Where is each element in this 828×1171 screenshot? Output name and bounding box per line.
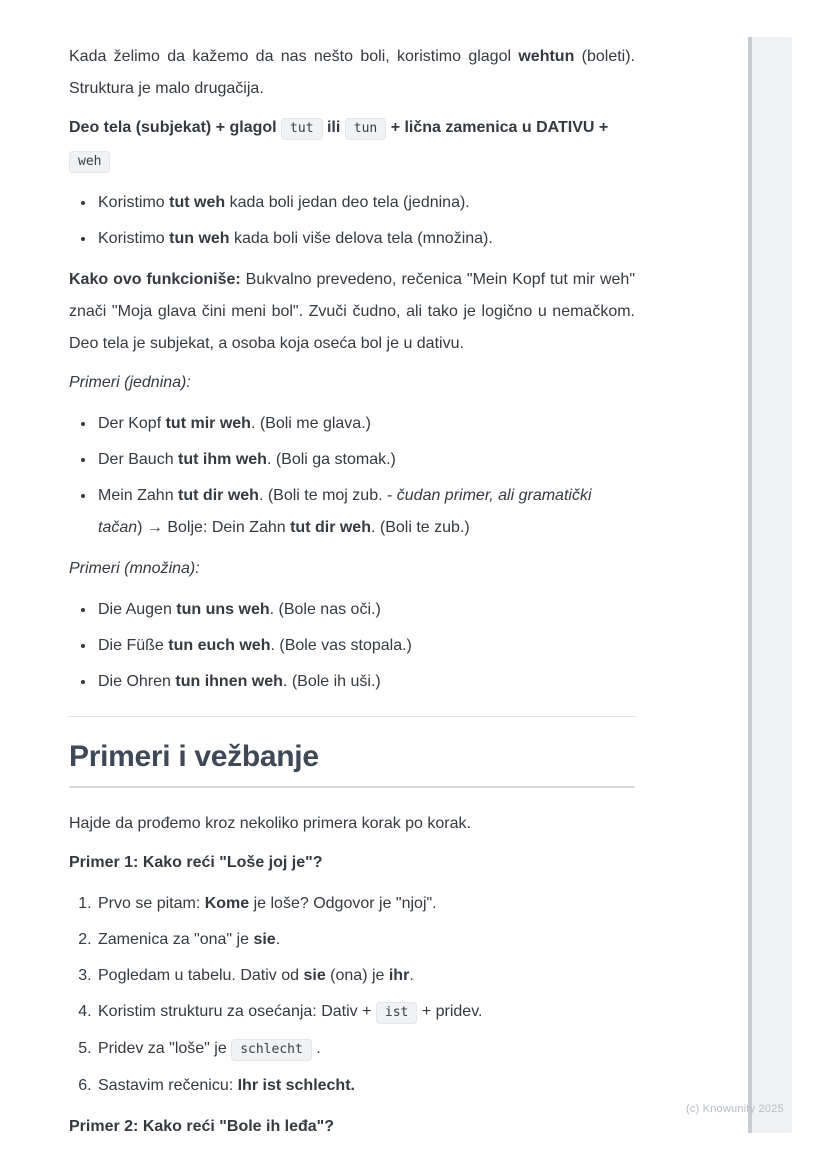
section-intro [69,808,635,840]
italic-text: Primeri (jednina): [69,374,191,391]
section-heading [69,739,635,788]
text-run: (ona) je [325,967,389,984]
text-run: (boleti). Struktura je malo drugačija. [69,48,636,97]
bold-text: tun weh [169,230,230,247]
bold-text: Deo tela (subjekat) + glagol [69,119,282,136]
bold-text: sie [303,967,326,984]
bold-text: tut ihm weh [178,451,267,468]
text-run: Primeri i vežbanje [69,740,319,773]
examples-singular-label [69,367,635,399]
bold-text: ihr [388,967,410,984]
text-run: Koristimo [98,194,170,211]
text-run: Bukvalno prevedeno, rečenica "Mein Kopf tut mir weh" znači "Moja glava čini meni bol". Zvuči čudno, ali tako je logično u nemačkom. Deo tela je subjekat, a osoba koja oseća bol je u dativu. [69,271,635,352]
text-run: ) → Bolje: Dein Zahn [137,519,291,536]
inline-code-badge: tut [281,118,322,140]
text-run: . (Bole nas oči.) [269,601,381,618]
list-item [96,594,635,626]
usage-bullet-list [69,187,635,255]
list-item [96,960,635,992]
text-run: Kada želimo da kažemo da nas nešto boli, koristimo glagol [69,48,519,65]
text-run: . (Boli te zub.) [370,519,470,536]
text-run: Zamenica za "ona" je [98,931,254,948]
bold-text: Ihr ist schlecht. [237,1077,355,1094]
text-run: Pridev za "loše" je [98,1040,232,1057]
inline-code-badge: tun [345,118,386,140]
list-item [96,223,635,255]
example-1-heading [69,847,635,879]
bold-text: tut dir weh [178,487,259,504]
bold-text: Primer 1: Kako reći "Loše joj je"? [69,854,323,871]
inline-code-badge: schlecht [231,1039,312,1061]
bold-text: Kako ovo funkcioniše: [69,271,241,288]
list-item [96,187,635,219]
italic-text: Primeri (množina): [69,560,200,577]
bold-text: tut weh [169,194,226,211]
text-run: . (Bole ih uši.) [282,673,381,690]
text-run: Der Bauch [98,451,179,468]
structure-formula [69,112,635,178]
bold-text: Kome [204,895,250,912]
document-content [69,34,635,1150]
list-item [96,480,635,544]
text-run: . (Boli me glava.) [250,415,371,432]
text-run: kada boli više delova tela (množina). [229,230,493,247]
text-run: Pogledam u tabelu. Dativ od [98,967,304,984]
section-divider [69,716,635,717]
list-item [96,630,635,662]
examples-plural-label [69,553,635,585]
text-run: Der Kopf [98,415,166,432]
list-item [96,924,635,956]
text-run: Prvo se pitam: [98,895,205,912]
text-run: . (Boli te moj zub. - [258,487,397,504]
page-edge-shadow [748,37,752,1133]
inline-code-badge: weh [69,151,110,173]
intro-paragraph [69,41,635,105]
bold-text: Primer 2: Kako reći "Bole ih leđa"? [69,1118,335,1135]
example-2-heading [69,1111,635,1143]
bold-text: sie [253,931,276,948]
text-run: Hajde da prođemo kroz nekoliko primera korak po korak. [69,815,471,832]
bold-text: ili [322,119,345,136]
bold-text: tun uns weh [176,601,270,618]
text-run: . [275,931,281,948]
list-item [96,996,635,1029]
examples-plural-list [69,594,635,698]
bold-text: tun euch weh [168,637,271,654]
bold-text: tut dir weh [290,519,371,536]
text-run: je loše? Odgovor je "njoj". [249,895,437,912]
text-run: Die Augen [98,601,177,618]
text-run: Sastavim rečenicu: [98,1077,238,1094]
text-run: Koristim strukturu za osećanja: Dativ + [98,1003,376,1020]
text-run: + pridev. [417,1003,483,1020]
examples-singular-list [69,408,635,544]
next-page-edge-strip [748,37,792,1133]
text-run: Die Füße [98,637,169,654]
watermark: (c) Knowunity 2025 [686,1103,784,1115]
list-item [96,1033,635,1066]
list-item [96,1070,635,1102]
italic-text: čudan primer, ali gramatički tačan [98,487,592,536]
list-item [96,408,635,440]
text-run: Koristimo [98,230,170,247]
text-run: Mein Zahn [98,487,179,504]
bold-text: + lična zamenica u DATIVU + [386,119,609,136]
text-run: . [311,1040,321,1057]
list-item [96,444,635,476]
inline-code-badge: ist [376,1002,417,1024]
bold-text: wehtun [518,48,575,65]
bold-text: tut mir weh [165,415,251,432]
text-run: . (Bole vas stopala.) [270,637,412,654]
text-run: kada boli jedan deo tela (jednina). [225,194,470,211]
explanation-paragraph [69,264,635,360]
text-run: . [409,967,414,984]
bold-text: tun ihnen weh [175,673,283,690]
text-run: . (Boli ga stomak.) [266,451,396,468]
text-run: Die Ohren [98,673,176,690]
list-item [96,666,635,698]
list-item [96,888,635,920]
example-1-steps [69,888,635,1102]
